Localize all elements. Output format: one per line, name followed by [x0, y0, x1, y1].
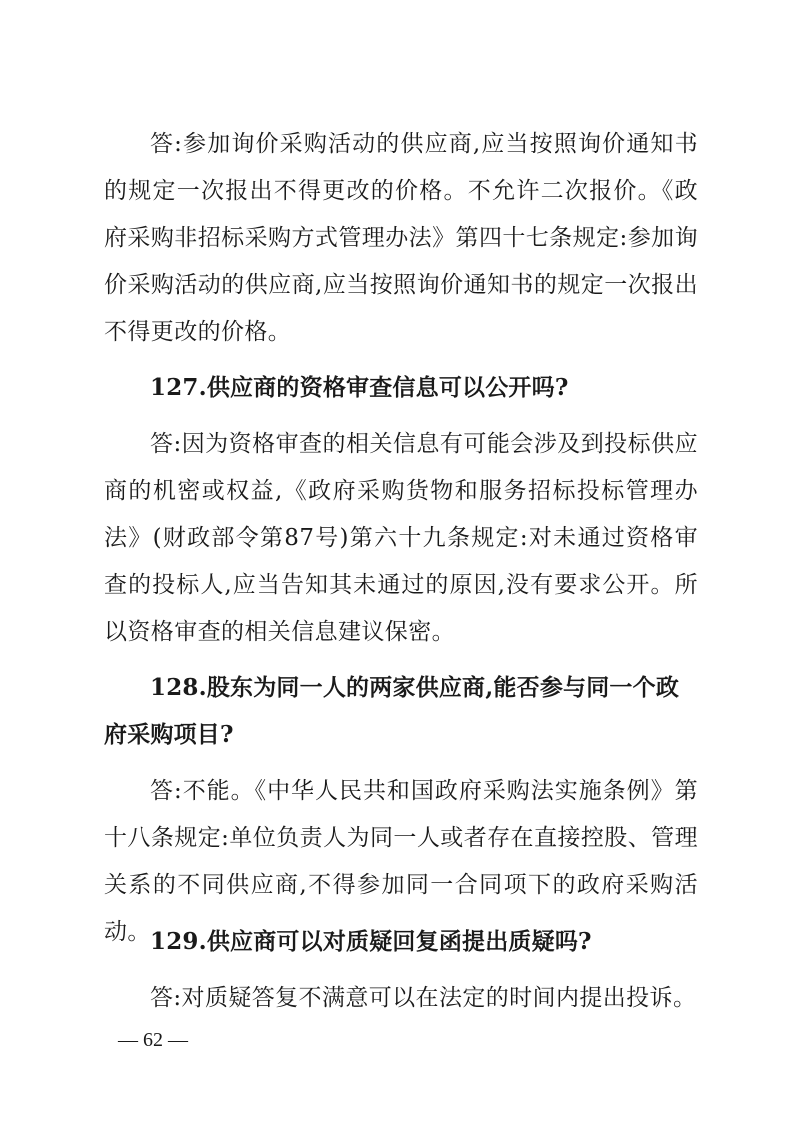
- question-text: 128.股东为同一人的两家供应商,能否参与同一个政府采购项目?: [104, 674, 680, 748]
- question-text: 127.供应商的资格审查信息可以公开吗?: [150, 374, 569, 401]
- answer-text: 答:因为资格审查的相关信息有可能会涉及到投标供应商的机密或权益,《政府采购货物和服务招标投标管理办法》(财政部令第87号)第六十九条规定:对未通过资格审查的投标人,应当告知其未通过的原因,没有要求公开。所以资格审查的相关信息建议保密。: [104, 431, 698, 645]
- answer-text: 答:对质疑答复不满意可以在法定的时间内提出投诉。: [150, 985, 697, 1011]
- page-number: — 62 —: [118, 1029, 188, 1051]
- answer-text: 答:参加询价采购活动的供应商,应当按照询价通知书的规定一次报出不得更改的价格。不允许二次报价。《政府采购非招标采购方式管理办法》第四十七条规定:参加询价采购活动的供应商,应当按照询价通知书的规定一次报出不得更改的价格。: [104, 131, 698, 345]
- question-heading: [104, 664, 698, 758]
- question-heading: [104, 364, 698, 411]
- question-heading: [104, 918, 698, 965]
- answer-paragraph: [104, 421, 698, 656]
- answer-paragraph: [104, 121, 698, 356]
- answer-text: 答:不能。《中华人民共和国政府采购法实施条例》第十八条规定:单位负责人为同一人或者存在直接控股、管理关系的不同供应商,不得参加同一合同项下的政府采购活动。: [104, 778, 698, 945]
- answer-paragraph: [104, 975, 698, 1022]
- question-text: 129.供应商可以对质疑回复函提出质疑吗?: [150, 928, 592, 955]
